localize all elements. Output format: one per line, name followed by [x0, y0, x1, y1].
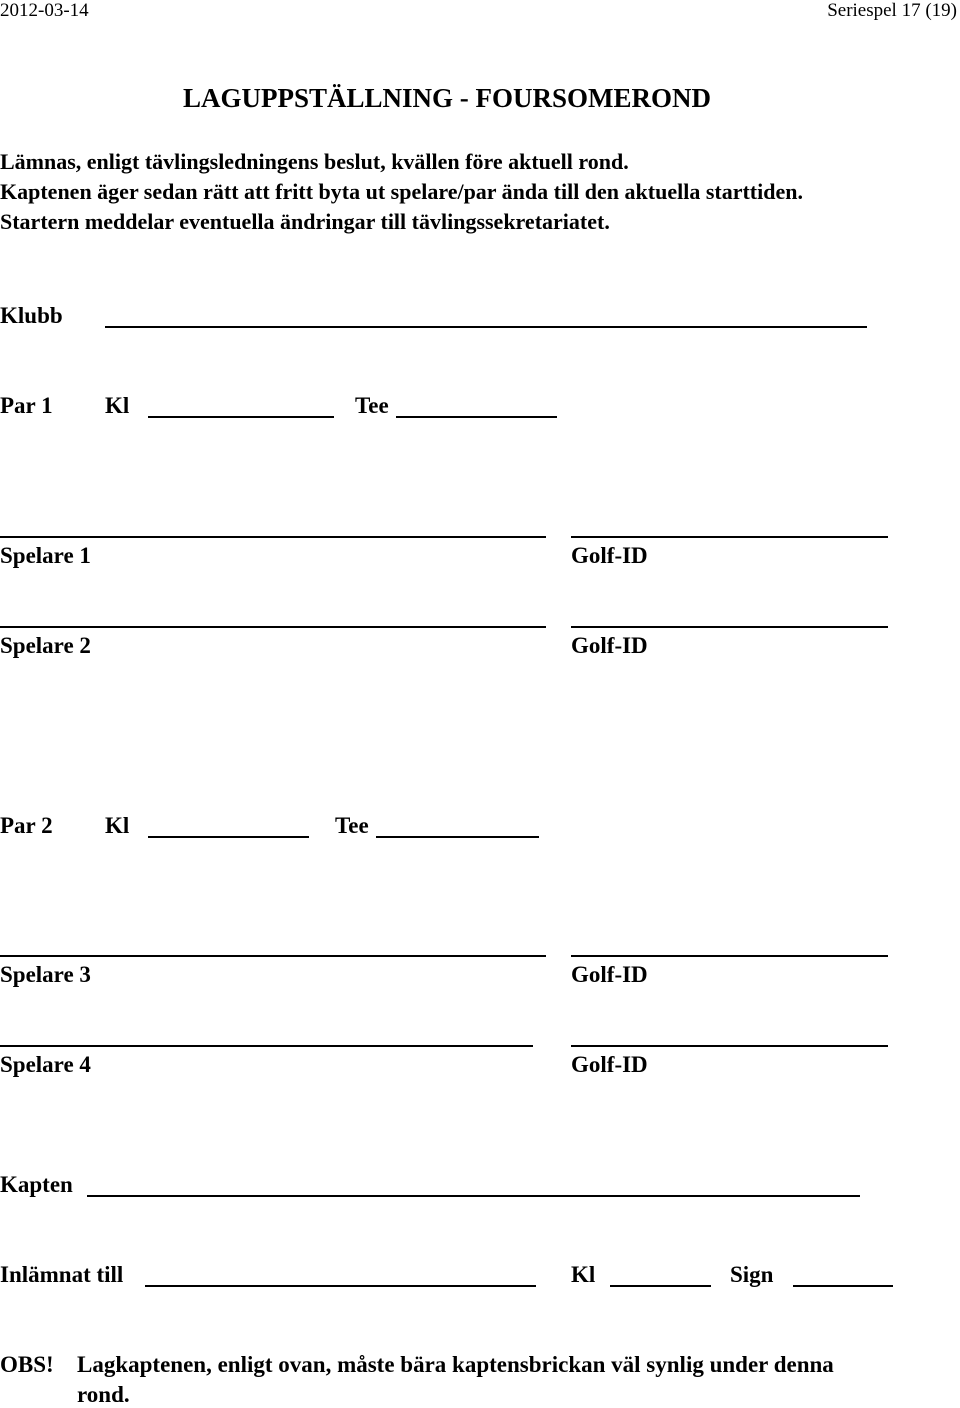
- player-2-golf-id-label: Golf-ID: [571, 633, 648, 658]
- pair-2-tee-field[interactable]: [376, 836, 539, 838]
- intro-line-2: Kaptenen äger sedan rätt att fritt byta ut spelare/par ända till den aktuella starttiden.: [0, 179, 803, 204]
- sign-field[interactable]: [793, 1285, 893, 1287]
- player-3-golf-id-field[interactable]: [571, 955, 888, 957]
- obs-label: OBS!: [0, 1352, 54, 1377]
- pair-1-label: Par 1: [0, 393, 53, 418]
- player-4-name-field[interactable]: [0, 1045, 533, 1047]
- inlamnat-label: Inlämnat till: [0, 1262, 124, 1287]
- intro-line-3: Startern meddelar eventuella ändringar till tävlingssekretariatet.: [0, 209, 610, 234]
- player-2-name-field[interactable]: [0, 626, 546, 628]
- page-reference: Seriespel 17 (19): [827, 0, 957, 21]
- player-3-golf-id-label: Golf-ID: [571, 962, 648, 987]
- klubb-field[interactable]: [105, 326, 867, 328]
- pair-1-kl-field[interactable]: [148, 416, 334, 418]
- player-1-golf-id-label: Golf-ID: [571, 543, 648, 568]
- klubb-label: Klubb: [0, 303, 63, 328]
- inlamnat-kl-label: Kl: [571, 1262, 596, 1287]
- kapten-field[interactable]: [87, 1195, 860, 1197]
- page-title: LAGUPPSTÄLLNING - FOURSOMEROND: [183, 83, 712, 113]
- player-4-golf-id-field[interactable]: [571, 1045, 888, 1047]
- player-4-golf-id-label: Golf-ID: [571, 1052, 648, 1077]
- inlamnat-kl-field[interactable]: [610, 1285, 711, 1287]
- pair-2-kl-field[interactable]: [148, 836, 309, 838]
- sign-label: Sign: [730, 1262, 774, 1287]
- obs-text-line-2: rond.: [77, 1382, 130, 1407]
- player-2-label: Spelare 2: [0, 633, 91, 658]
- obs-text-line-1: Lagkaptenen, enligt ovan, måste bära kaptensbrickan väl synlig under denna: [77, 1352, 834, 1377]
- document-date: 2012-03-14: [0, 0, 89, 21]
- pair-1-kl-label: Kl: [105, 393, 130, 418]
- pair-2-tee-label: Tee: [335, 813, 369, 838]
- intro-line-1: Lämnas, enligt tävlingsledningens beslut, kvällen före aktuell rond.: [0, 149, 629, 174]
- pair-1-tee-field[interactable]: [396, 416, 557, 418]
- player-1-golf-id-field[interactable]: [571, 536, 888, 538]
- player-1-name-field[interactable]: [0, 536, 546, 538]
- pair-2-kl-label: Kl: [105, 813, 130, 838]
- player-2-golf-id-field[interactable]: [571, 626, 888, 628]
- player-1-label: Spelare 1: [0, 543, 91, 568]
- player-3-label: Spelare 3: [0, 962, 91, 987]
- inlamnat-field[interactable]: [145, 1285, 536, 1287]
- player-4-label: Spelare 4: [0, 1052, 91, 1077]
- pair-2-label: Par 2: [0, 813, 53, 838]
- player-3-name-field[interactable]: [0, 955, 546, 957]
- kapten-label: Kapten: [0, 1172, 73, 1197]
- pair-1-tee-label: Tee: [355, 393, 389, 418]
